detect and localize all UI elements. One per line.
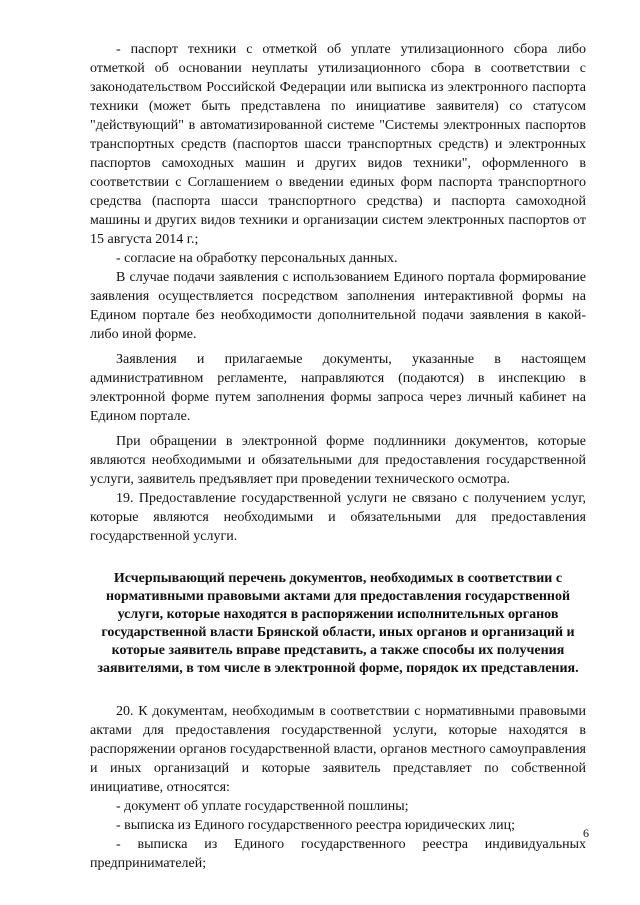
paragraph-20: 20. К документам, необходимым в соответствии с нормативными правовыми актами для предоставления государственной услуги, которые находятся в распоряжении органов государственной власти, органов местного самоуправления и иных организаций и которые заявитель представляет по собственной инициативе, относятся:	[90, 704, 586, 795]
paragraph-consent: - согласие на обработку персональных данных.	[116, 251, 398, 266]
paragraph-portal-application: В случае подачи заявления с использованием Единого портала формирование заявления осуществляется посредством заполнения интерактивной формы на Едином портале без необходимости дополнительной подачи заявления в какой-либо иной форме.	[90, 270, 586, 342]
page-number: 6	[583, 826, 589, 840]
page-content	[90, 40, 586, 873]
paragraph-19: 19. Предоставление государственной услуги не связано с получением услуг, которые являются необходимыми и обязательными для предоставления государственной услуги.	[90, 491, 586, 544]
paragraph-passport: - паспорт техники с отметкой об уплате утилизационного сбора либо отметкой об основании неуплаты утилизационного сбора в соответствии с законодательством Российской Федерации или выписка из электронного паспорта техники (может быть представлена по инициативе заявителя) со статусом "действующий" в автоматизированной системе "Системы электронных паспортов транспортных средств (паспортов шасси транспортных средств) и электронных паспортов самоходных машин и других видов техники", оформленного в соответствии с Соглашением о введении единых форм паспорта транспортного средства (паспорта шасси транспортного средства) и паспорта самоходной машины и других видов техники и организации систем электронных паспортов от 15 августа 2014 г.;	[90, 42, 586, 247]
list-item-legal-entities-register: - выписка из Единого государственного реестра юридических лиц;	[116, 818, 515, 833]
paragraph-applications-submitted: Заявления и прилагаемые документы, указанные в настоящем административном регламенте, направляются (подаются) в инспекцию в электронной форме путем заполнения формы запроса через личный кабинет на Едином портале.	[90, 352, 586, 424]
list-item-entrepreneurs-register: - выписка из Единого государственного реестра индивидуальных предпринимателей;	[90, 837, 586, 871]
list-item-state-fee: - документ об уплате государственной пошлины;	[116, 799, 409, 814]
section-heading: Исчерпывающий перечень документов, необходимых в соответствии с нормативными правовыми актами для предоставления государственной услуги, которые находятся в распоряжении исполнительных органов государственной власти Брянской области, иных органов и организаций и которые заявитель вправе представить, а также способы их получения заявителями, в том числе в электронной форме, порядок их представления.	[97, 571, 579, 676]
paragraph-electronic-originals: При обращении в электронной форме подлинники документов, которые являются необходимыми и обязательными для предоставления государственной услуги, заявитель предъявляет при проведении технического осмотра.	[90, 434, 586, 487]
